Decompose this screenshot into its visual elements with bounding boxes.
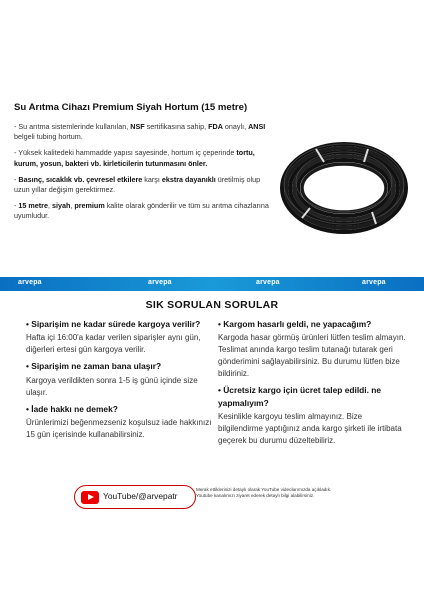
youtube-note: Merak ettiklerinizi detaylı olarak YouTube videolarımızda açıkladık. Youtube kanalımızı ziyaret ederek detaylı bilgi alabilirsiniz. <box>196 487 332 499</box>
faq-answer: Kargoda hasar görmüş ürünleri lütfen teslim almayın. Teslimat anında kargo teslim tutanağı tutarak geri gönderimini sağlayabilirsiniz. Bu durumu lütfen bize bildiriniz. <box>218 333 406 379</box>
youtube-handle: YouTube/@arvepatr <box>103 491 178 501</box>
bullet-specs: - 15 metre, siyah, premium kalite olarak gönderilir ve tüm su arıtma cihazlarına uyumludur. <box>14 201 269 221</box>
faq-question: • Kargom hasarlı geldi, ne yapacağım? <box>218 319 372 329</box>
youtube-link[interactable] <box>74 485 196 509</box>
faq-question: • İade hakkı ne demek? <box>26 403 118 414</box>
product-section <box>0 92 424 277</box>
bullet-certification: - Su arıtma sistemlerinde kullanılan, NSF sertifikasına sahip, FDA onaylı, ANSI belgeli tubing hortum. <box>14 122 266 142</box>
brand-stripe <box>0 277 424 291</box>
faq-answer: Kargoya verildikten sonra 1-5 iş günü içinde size ulaşır. <box>26 375 198 397</box>
brand-label: arvepa <box>148 279 172 286</box>
faq-answer: Ürünlerimizi beğenmezseniz koşulsuz iade hakkınızı 15 gün içerisinde kullanabilirsiniz. <box>26 418 212 440</box>
bullet-durability: - Basınç, sıcaklık vb. çevresel etkilere karşı ekstra dayanıklı üretilmiş olup uzun yıllar değişim gerektirmez. <box>14 174 261 195</box>
youtube-banner <box>74 485 344 509</box>
faq-answer: Kesinlikle kargoyu teslim almayınız. Bize bilgilendirme yaptığınız anda kargo şirketi ile irtibata geçerek bu durumu düzeltebiliriz. <box>218 412 402 446</box>
faq-question: • Ücretsiz kargo için ücret talep edildi. ne yapmalıyım? <box>218 385 382 408</box>
brand-label: arvepa <box>362 279 386 286</box>
product-bullets <box>14 122 276 228</box>
faq-left-column <box>26 318 216 445</box>
brand-label: arvepa <box>18 279 42 286</box>
faq-answer: Hafta içi 16:00'a kadar verilen siparişler aynı gün, diğerleri ertesi gün kargoya verilir. <box>26 333 201 355</box>
faq-question: • Siparişim ne kadar sürede kargoya verilir? <box>26 319 201 329</box>
product-title: Su Arıtma Cihazı Premium Siyah Hortum (15 metre) <box>14 102 248 113</box>
faq-title: SIK SORULAN SORULAR <box>145 299 279 311</box>
faq-right-column <box>218 318 408 451</box>
faq-question: • Siparişim ne zaman bana ulaşır? <box>26 361 162 372</box>
youtube-play-icon <box>81 491 99 504</box>
bullet-material: - Yüksek kalitedeki hammadde yapısı sayesinde, hortum iç çeperinde tortu, kurum, yosun, bakteri vb. kirleticilerin tutunmasını önler. <box>14 148 255 168</box>
hose-coil-image <box>272 132 412 242</box>
brand-label: arvepa <box>256 279 280 286</box>
